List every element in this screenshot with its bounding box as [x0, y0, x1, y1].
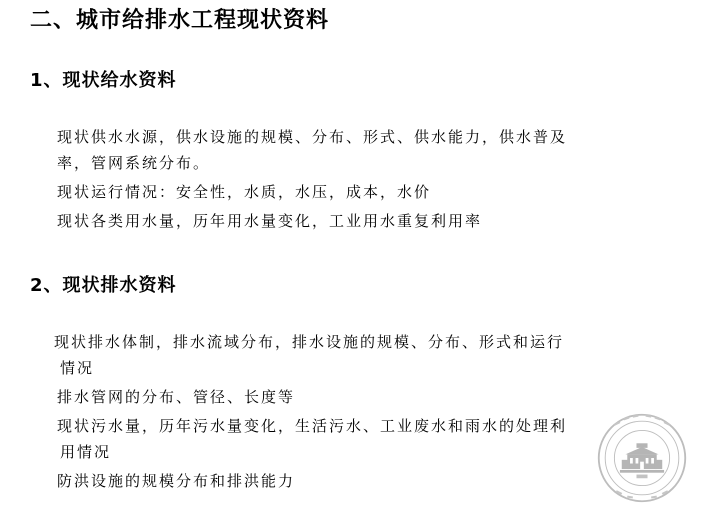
section-heading-drainage: 2、现状排水资料 — [30, 275, 177, 296]
university-seal-icon — [596, 412, 688, 504]
drainage-line-5: 用情况 — [60, 443, 112, 461]
water-supply-line-2: 率，管网系统分布。 — [57, 154, 211, 172]
water-supply-line-1: 现状供水水源，供水设施的规模、分布、形式、供水能力，供水普及 — [57, 128, 568, 146]
water-supply-line-3: 现状运行情况：安全性，水质，水压，成本，水价 — [57, 183, 432, 201]
water-supply-line-4: 现状各类用水量，历年用水量变化，工业用水重复利用率 — [57, 212, 483, 230]
drainage-line-2: 情况 — [60, 359, 95, 377]
drainage-line-3: 排水管网的分布、管径、长度等 — [57, 388, 296, 406]
drainage-line-6: 防洪设施的规模分布和排洪能力 — [57, 472, 296, 490]
section-heading-water-supply: 1、现状给水资料 — [30, 70, 177, 91]
drainage-line-1: 现状排水体制，排水流域分布，排水设施的规模、分布、形式和运行 — [54, 333, 565, 351]
page-title: 二、城市给排水工程现状资料 — [30, 8, 330, 33]
drainage-line-4: 现状污水量，历年污水量变化，生活污水、工业废水和雨水的处理利 — [57, 417, 568, 435]
